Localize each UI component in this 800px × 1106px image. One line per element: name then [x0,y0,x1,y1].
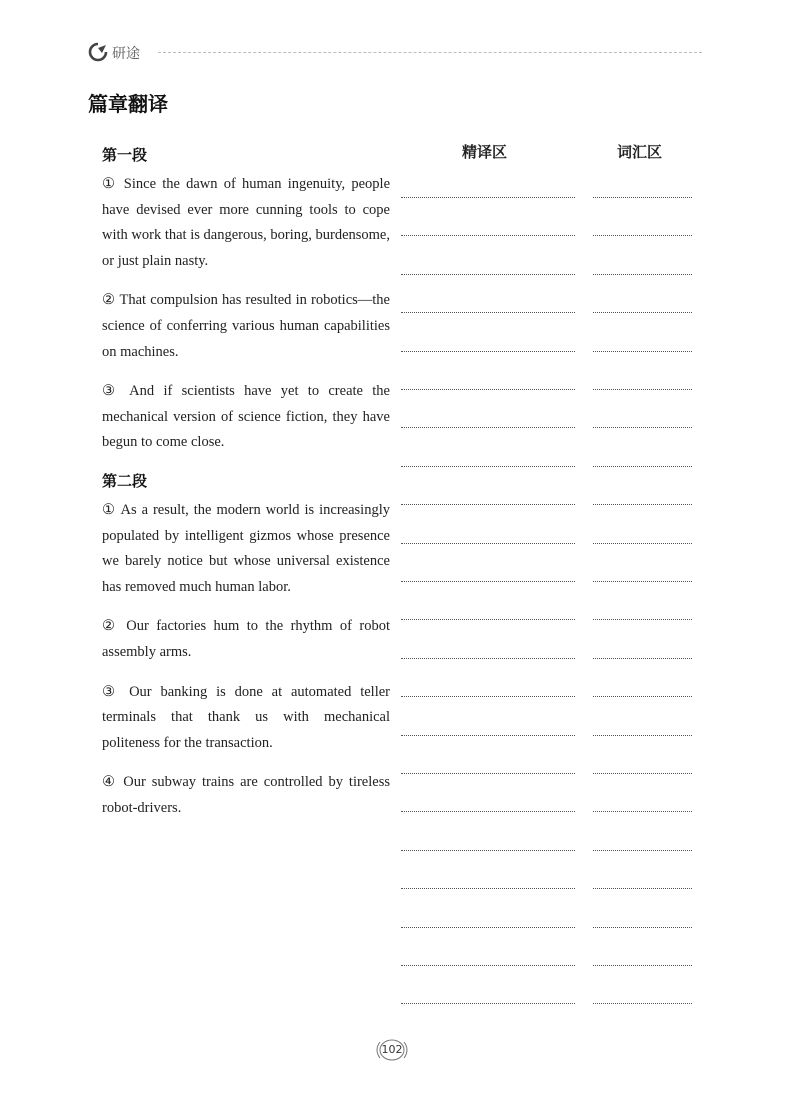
translation-writing-line [401,466,575,467]
translation-writing-line [401,850,575,851]
translation-writing-line [401,696,575,697]
translation-writing-line [401,811,575,812]
vocabulary-writing-line [593,235,692,236]
paragraph-sentence: ② That compulsion has resulted in robotics—the science of conferring various human capabilities on machines. [102,292,390,360]
translation-writing-line [401,351,575,352]
translation-writing-line [401,427,575,428]
page-title: 篇章翻译 [88,92,168,116]
translation-writing-line [401,581,575,582]
translation-writing-line [401,735,575,736]
vocabulary-writing-line [593,389,692,390]
header-divider [158,52,702,53]
translation-writing-line [401,1003,575,1004]
translation-writing-line [401,235,575,236]
translation-writing-line [401,504,575,505]
paragraph-sentence: ③ And if scientists have yet to create the mechanical version of science fiction, they have begun to come close. [102,383,390,451]
vocabulary-writing-line [593,619,692,620]
section-heading: 第二段 [102,471,148,490]
vocabulary-writing-line [593,1003,692,1004]
vocabulary-writing-line [593,811,692,812]
translation-writing-line [401,965,575,966]
paragraph-sentence: ③ Our banking is done at automated teller terminals that thank us with mechanical politeness for the transaction. [102,683,390,751]
vocabulary-writing-line [593,274,692,275]
paragraph-sentence: ② Our factories hum to the rhythm of robot assembly arms. [102,618,390,660]
translation-writing-line [401,658,575,659]
translation-writing-line [401,312,575,313]
translation-writing-line [401,389,575,390]
translation-writing-line [401,274,575,275]
translation-writing-line [401,197,575,198]
source-text-column [102,144,390,835]
translation-writing-line [401,619,575,620]
vocabulary-writing-line [593,581,692,582]
vocabulary-column-heading: 词汇区 [617,143,663,161]
vocabulary-writing-line [593,197,692,198]
vocabulary-writing-line [593,773,692,774]
logo-text: 研途 [112,46,140,62]
paragraph-sentence: ① As a result, the modern world is increasingly populated by intelligent gizmos whose presence we barely notice but whose universal existence has removed much human labor. [102,501,390,595]
translation-writing-line [401,773,575,774]
translation-writing-line [401,927,575,928]
vocabulary-writing-line [593,543,692,544]
section-heading: 第一段 [102,146,148,164]
vocabulary-writing-line [593,466,692,467]
translation-column-heading: 精译区 [462,143,508,161]
paragraph-sentence: ④ Our subway trains are controlled by tireless robot-drivers. [102,774,390,816]
vocabulary-writing-line [593,927,692,928]
vocabulary-writing-line [593,427,692,428]
page-number: 102 [381,1043,403,1056]
logo-icon [88,42,108,62]
translation-writing-line [401,888,575,889]
vocabulary-writing-line [593,504,692,505]
vocabulary-writing-line [593,850,692,851]
page-number-badge [370,1034,414,1066]
vocabulary-writing-line [593,888,692,889]
page-header [88,42,702,62]
paragraph-sentence: ① Since the dawn of human ingenuity, people have devised ever more cunning tools to cope with work that is dangerous, boring, burdensome, or just plain nasty. [102,176,390,269]
translation-writing-line [401,543,575,544]
vocabulary-writing-line [593,351,692,352]
vocabulary-writing-line [593,658,692,659]
vocabulary-writing-line [593,696,692,697]
vocabulary-writing-line [593,965,692,966]
vocabulary-writing-line [593,735,692,736]
vocabulary-writing-line [593,312,692,313]
